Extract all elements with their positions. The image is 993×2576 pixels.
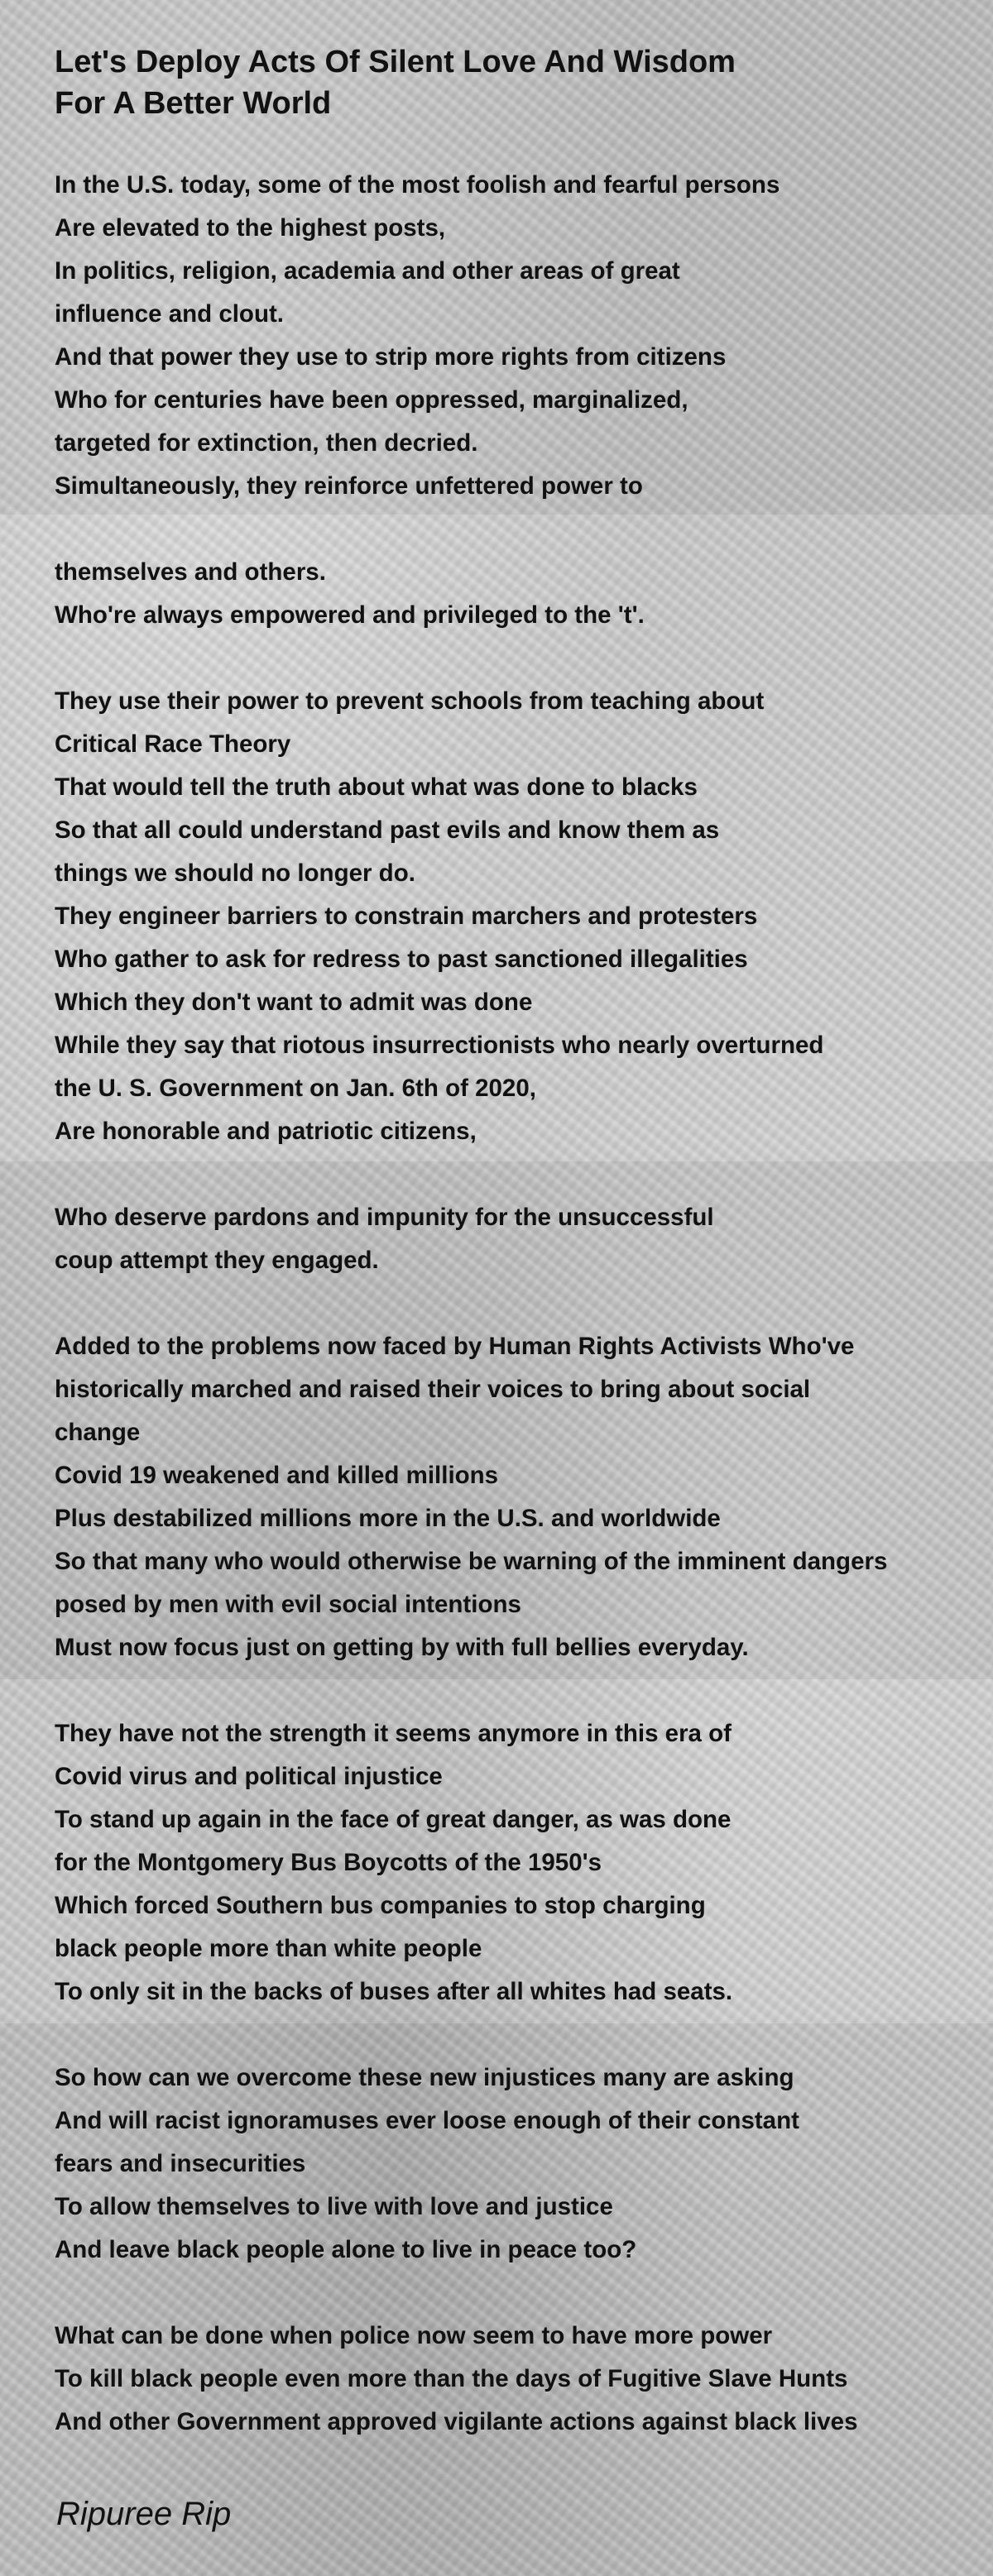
- poem-line: Plus destabilized millions more in the U.S. and worldwide: [55, 1505, 721, 1532]
- poem-line: coup attempt they engaged.: [55, 1247, 379, 1274]
- poem-line: posed by men with evil social intentions: [55, 1591, 521, 1618]
- poem-line: To allow themselves to live with love and justice: [55, 2193, 613, 2220]
- stanza-break: [55, 508, 981, 551]
- poem-line: themselves and others.: [55, 558, 326, 586]
- poem-line: historically marched and raised their voices to bring about social: [55, 1376, 811, 1403]
- poem-line: And leave black people alone to live in peace too?: [55, 2236, 637, 2263]
- poem-line: And other Government approved vigilante actions against black lives: [55, 2408, 858, 2435]
- poem-line: Covid virus and political injustice: [55, 1763, 443, 1790]
- poem-line: In politics, religion, academia and other areas of great: [55, 257, 680, 285]
- stanza-break: [55, 1669, 981, 1712]
- stanza-break: [55, 2013, 981, 2056]
- poem-line: So that many who would otherwise be warning of the imminent dangers: [55, 1548, 888, 1575]
- poem-line: Who gather to ask for redress to past sanctioned illegalities: [55, 946, 748, 973]
- poem-body: [55, 164, 981, 2444]
- poem-author: Ripuree Rip: [56, 2496, 232, 2532]
- poem-line: Are honorable and patriotic citizens,: [55, 1118, 477, 1145]
- poem-line: things we should no longer do.: [55, 859, 415, 887]
- poem-line: Added to the problems now faced by Human Rights Activists Who've: [55, 1333, 855, 1360]
- poem-line: To kill black people even more than the days of Fugitive Slave Hunts: [55, 2365, 848, 2392]
- poem-line: To stand up again in the face of great danger, as was done: [55, 1806, 732, 1833]
- poem-line: That would tell the truth about what was done to blacks: [55, 773, 698, 801]
- poem-title-line: Let's Deploy Acts Of Silent Love And Wisdom: [55, 45, 736, 79]
- poem-line: And that power they use to strip more rights from citizens: [55, 343, 727, 371]
- poem-line: They engineer barriers to constrain marchers and protesters: [55, 903, 758, 930]
- stanza-break: [55, 2272, 981, 2315]
- poem-line: Who deserve pardons and impunity for the unsuccessful: [55, 1204, 714, 1231]
- poem-line: So how can we overcome these new injustices many are asking: [55, 2064, 794, 2091]
- poem-line: Must now focus just on getting by with full bellies everyday.: [55, 1634, 749, 1661]
- poem-line: change: [55, 1419, 141, 1446]
- poem-line: Which they don't want to admit was done: [55, 989, 533, 1016]
- poem-line: Who for centuries have been oppressed, marginalized,: [55, 386, 688, 414]
- poem-line: Simultaneously, they reinforce unfettered power to: [55, 472, 643, 500]
- poem-line: the U. S. Government on Jan. 6th of 2020,: [55, 1075, 536, 1102]
- poem-line: Who're always empowered and privileged to the 't'.: [55, 601, 645, 629]
- poem-title: [55, 41, 965, 124]
- poem-line: They use their power to prevent schools from teaching about: [55, 687, 765, 715]
- poem-line: influence and clout.: [55, 300, 284, 328]
- poem-line: Covid 19 weakened and killed millions: [55, 1462, 499, 1489]
- poem-line: And will racist ignoramuses ever loose enough of their constant: [55, 2107, 799, 2134]
- poem-line: targeted for extinction, then decried.: [55, 429, 478, 457]
- stanza-break: [55, 1153, 981, 1196]
- poem-title-line: For A Better World: [55, 86, 332, 121]
- poem-line: They have not the strength it seems anymore in this era of: [55, 1720, 732, 1747]
- poem-line: Critical Race Theory: [55, 730, 291, 758]
- poem-line: To only sit in the backs of buses after all whites had seats.: [55, 1978, 733, 2005]
- poem-line: black people more than white people: [55, 1935, 482, 1962]
- poem-line: for the Montgomery Bus Boycotts of the 1950's: [55, 1849, 602, 1876]
- poem-line: fears and insecurities: [55, 2150, 306, 2177]
- poem-line: What can be done when police now seem to have more power: [55, 2322, 773, 2349]
- poem-line: Which forced Southern bus companies to stop charging: [55, 1892, 706, 1919]
- stanza-break: [55, 1282, 981, 1325]
- poem-line: Are elevated to the highest posts,: [55, 214, 446, 242]
- poem-line: So that all could understand past evils and know them as: [55, 816, 720, 844]
- poem-line: In the U.S. today, some of the most foolish and fearful persons: [55, 171, 780, 199]
- poem-line: While they say that riotous insurrectionists who nearly overturned: [55, 1032, 824, 1059]
- stanza-break: [55, 637, 981, 680]
